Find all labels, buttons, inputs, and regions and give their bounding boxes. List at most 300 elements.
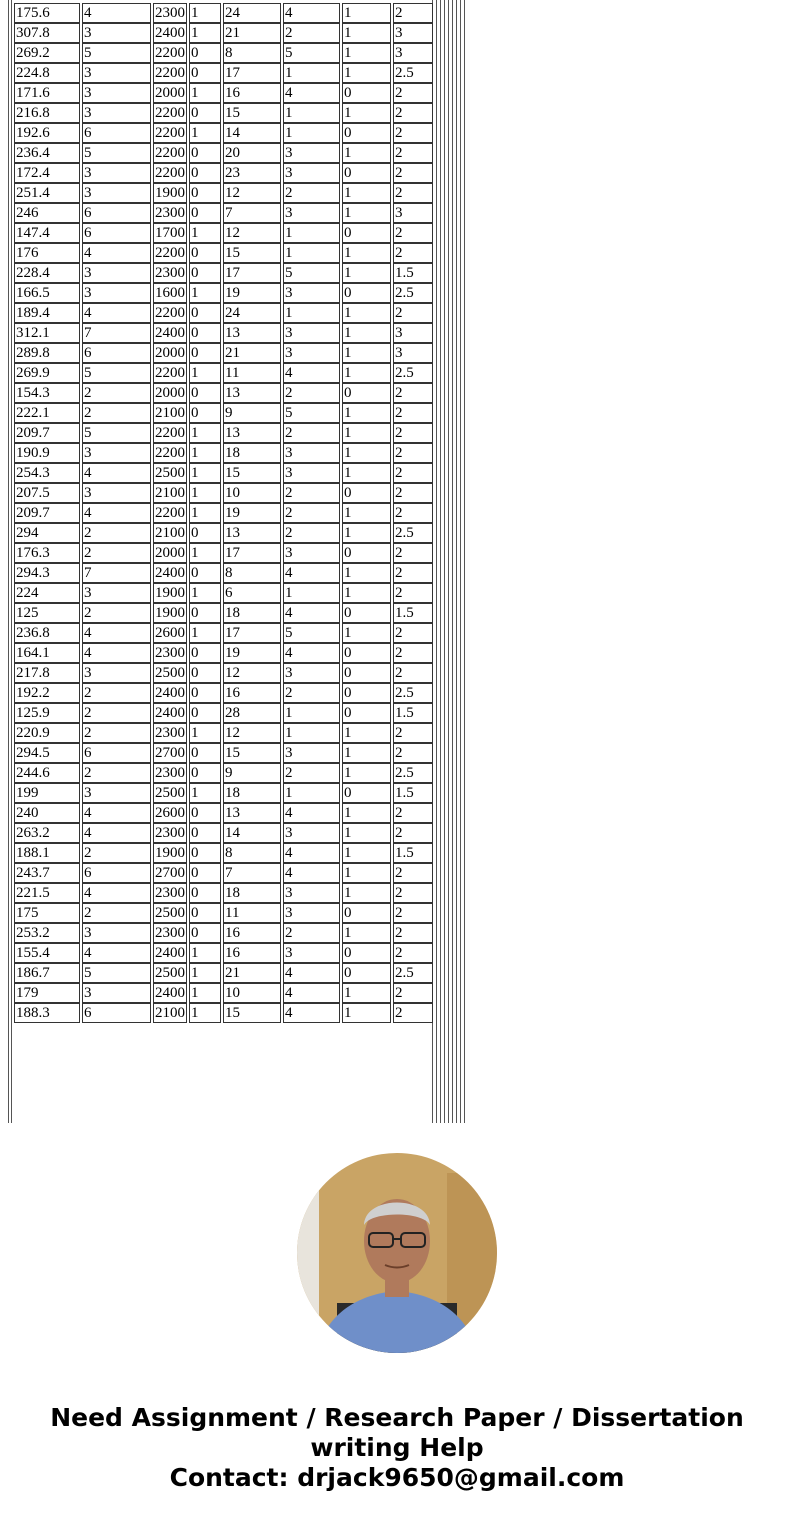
table-cell: 13 <box>223 523 281 543</box>
table-cell: 5 <box>283 623 340 643</box>
table-cell: 2 <box>393 303 433 323</box>
table-cell: 4 <box>82 803 151 823</box>
table-cell: 7 <box>82 323 151 343</box>
table-cell: 2 <box>393 563 433 583</box>
table-cell: 0 <box>189 383 221 403</box>
table-cell: 5 <box>82 963 151 983</box>
table-cell: 2 <box>393 983 433 1003</box>
table-cell: 294 <box>14 523 80 543</box>
footer-contact-text <box>0 1403 794 1493</box>
table-cell: 13 <box>223 383 281 403</box>
table-cell: 0 <box>342 163 391 183</box>
table-cell: 3 <box>82 63 151 83</box>
footer-line-3: Contact: drjack9650@gmail.com <box>169 1463 625 1492</box>
table-cell: 6 <box>82 123 151 143</box>
table-cell: 2000 <box>155 385 185 401</box>
table-cell: 3 <box>393 323 433 343</box>
table-row <box>14 923 433 943</box>
table-cell: 1 <box>342 723 391 743</box>
table-cell: 1 <box>189 443 221 463</box>
table-cell: 5 <box>82 43 151 63</box>
table-cell: 2.5 <box>393 523 433 543</box>
table-cell: 0 <box>342 783 391 803</box>
table-cell: 4 <box>283 863 340 883</box>
table-cell: 3 <box>82 443 151 463</box>
table-cell: 8 <box>223 843 281 863</box>
table-cell: 263.2 <box>14 823 80 843</box>
table-cell: 3 <box>393 203 433 223</box>
table-cell: 6 <box>223 583 281 603</box>
table-cell: 2200 <box>155 165 185 181</box>
table-row <box>14 243 433 263</box>
table-cell: 1 <box>189 543 221 563</box>
table-cell: 6 <box>82 863 151 883</box>
table-row <box>14 3 433 23</box>
table-row <box>14 343 433 363</box>
table-cell: 1 <box>342 423 391 443</box>
table-cell: 207.5 <box>14 483 80 503</box>
table-cell: 20 <box>223 143 281 163</box>
table-row <box>14 263 433 283</box>
table-cell: 3 <box>393 43 433 63</box>
table-cell: 1900 <box>155 605 185 621</box>
table-row <box>14 963 433 983</box>
table-cell: 3 <box>283 283 340 303</box>
table-row <box>14 203 433 223</box>
table-cell: 3 <box>283 143 340 163</box>
table-row <box>14 803 433 823</box>
table-cell: 0 <box>189 923 221 943</box>
table-cell: 209.7 <box>14 503 80 523</box>
table-cell: 3 <box>82 83 151 103</box>
table-row <box>14 443 433 463</box>
table-cell: 11 <box>223 363 281 383</box>
table-cell: 244.6 <box>14 763 80 783</box>
table-cell: 1 <box>342 743 391 763</box>
table-cell: 1 <box>189 283 221 303</box>
table-cell: 1 <box>342 263 391 283</box>
table-cell: 0 <box>342 283 391 303</box>
table-cell: 1 <box>283 723 340 743</box>
table-cell: 2000 <box>155 345 185 361</box>
table-cell: 2 <box>393 903 433 923</box>
table-cell: 1 <box>342 3 391 23</box>
table-cell: 0 <box>189 163 221 183</box>
table-cell: 2400 <box>155 325 185 341</box>
table-cell: 2 <box>393 863 433 883</box>
table-cell: 14 <box>223 123 281 143</box>
table-cell: 4 <box>283 843 340 863</box>
table-cell: 15 <box>223 103 281 123</box>
table-row <box>14 823 433 843</box>
table-cell: 1 <box>342 103 391 123</box>
table-cell: 186.7 <box>14 963 80 983</box>
table-cell: 2 <box>393 483 433 503</box>
table-cell: 224.8 <box>14 63 80 83</box>
table-row <box>14 423 433 443</box>
table-cell: 2600 <box>155 625 185 641</box>
table-cell: 1 <box>342 203 391 223</box>
table-cell: 1 <box>189 23 221 43</box>
table-cell: 2 <box>82 843 151 863</box>
table-row <box>14 523 433 543</box>
table-cell: 2 <box>393 723 433 743</box>
table-cell: 1 <box>342 363 391 383</box>
table-row <box>14 1003 433 1023</box>
table-cell: 5 <box>82 143 151 163</box>
table-cell: 1.5 <box>393 603 433 623</box>
table-cell: 0 <box>342 903 391 923</box>
table-cell: 155.4 <box>14 943 80 963</box>
table-row <box>14 603 433 623</box>
table-cell: 1 <box>342 623 391 643</box>
table-cell: 4 <box>283 3 340 23</box>
table-cell: 1 <box>189 1003 221 1023</box>
table-cell: 4 <box>283 643 340 663</box>
table-cell: 1 <box>342 563 391 583</box>
table-cell: 21 <box>223 343 281 363</box>
table-row <box>14 163 433 183</box>
table-cell: 7 <box>223 203 281 223</box>
table-cell: 2 <box>393 183 433 203</box>
table-cell: 3 <box>82 263 151 283</box>
table-row <box>14 783 433 803</box>
table-cell: 2 <box>393 503 433 523</box>
table-row <box>14 723 433 743</box>
table-cell: 2500 <box>155 785 185 801</box>
table-cell: 2200 <box>155 145 185 161</box>
table-cell: 2 <box>393 643 433 663</box>
table-row <box>14 983 433 1003</box>
table-cell: 4 <box>283 83 340 103</box>
table-cell: 2500 <box>155 905 185 921</box>
author-avatar <box>297 1153 497 1353</box>
table-cell: 0 <box>189 523 221 543</box>
table-row <box>14 83 433 103</box>
table-cell: 24 <box>223 3 281 23</box>
table-cell: 2 <box>393 103 433 123</box>
table-cell: 0 <box>189 803 221 823</box>
table-cell: 3 <box>82 983 151 1003</box>
table-row <box>14 363 433 383</box>
table-cell: 3 <box>283 443 340 463</box>
table-cell: 1 <box>342 1003 391 1023</box>
table-cell: 2600 <box>155 805 185 821</box>
table-cell: 4 <box>82 623 151 643</box>
table-cell: 2200 <box>155 425 185 441</box>
table-cell: 3 <box>283 883 340 903</box>
table-cell: 1 <box>342 23 391 43</box>
table-cell: 16 <box>223 83 281 103</box>
table-cell: 179 <box>14 983 80 1003</box>
table-cell: 3 <box>82 163 151 183</box>
table-cell: 3 <box>82 183 151 203</box>
table-cell: 15 <box>223 243 281 263</box>
table-cell: 19 <box>223 503 281 523</box>
table-cell: 2 <box>393 463 433 483</box>
table-cell: 1 <box>189 223 221 243</box>
table-cell: 2400 <box>155 565 185 581</box>
table-cell: 1 <box>283 103 340 123</box>
table-cell: 0 <box>342 943 391 963</box>
table-cell: 2200 <box>155 305 185 321</box>
table-cell: 2 <box>393 443 433 463</box>
table-cell: 1900 <box>155 185 185 201</box>
table-frame-line <box>8 0 9 1123</box>
table-cell: 2 <box>283 183 340 203</box>
table-cell: 1 <box>189 423 221 443</box>
table-cell: 246 <box>14 203 80 223</box>
table-cell: 4 <box>283 803 340 823</box>
table-cell: 2400 <box>155 685 185 701</box>
table-cell: 2 <box>393 943 433 963</box>
table-cell: 3 <box>82 483 151 503</box>
person-photo-icon <box>297 1153 497 1353</box>
table-cell: 166.5 <box>14 283 80 303</box>
table-row <box>14 663 433 683</box>
table-cell: 9 <box>223 763 281 783</box>
table-cell: 0 <box>342 483 391 503</box>
table-cell: 188.3 <box>14 1003 80 1023</box>
table-cell: 2 <box>393 223 433 243</box>
table-cell: 1 <box>283 243 340 263</box>
table-cell: 0 <box>342 223 391 243</box>
table-cell: 192.6 <box>14 123 80 143</box>
table-cell: 12 <box>223 663 281 683</box>
table-cell: 0 <box>189 863 221 883</box>
table-cell: 1 <box>342 243 391 263</box>
table-cell: 2 <box>283 763 340 783</box>
table-cell: 0 <box>189 643 221 663</box>
table-cell: 312.1 <box>14 323 80 343</box>
table-cell: 17 <box>223 543 281 563</box>
table-cell: 2 <box>393 923 433 943</box>
table-cell: 1 <box>189 963 221 983</box>
table-cell: 1 <box>189 503 221 523</box>
table-row <box>14 323 433 343</box>
table-row <box>14 143 433 163</box>
table-cell: 199 <box>14 783 80 803</box>
table-cell: 224 <box>14 583 80 603</box>
table-cell: 0 <box>189 563 221 583</box>
table-cell: 1 <box>342 463 391 483</box>
table-cell: 2 <box>393 743 433 763</box>
table-cell: 2 <box>393 583 433 603</box>
table-cell: 1 <box>283 223 340 243</box>
table-cell: 0 <box>189 143 221 163</box>
table-cell: 6 <box>82 343 151 363</box>
table-cell: 2200 <box>155 505 185 521</box>
table-cell: 192.2 <box>14 683 80 703</box>
table-cell: 171.6 <box>14 83 80 103</box>
table-cell: 2 <box>393 83 433 103</box>
table-cell: 16 <box>223 943 281 963</box>
table-cell: 4 <box>82 3 151 23</box>
table-cell: 0 <box>342 683 391 703</box>
footer-line-1: Need Assignment / Research Paper / Dissertation <box>50 1403 744 1432</box>
table-cell: 12 <box>223 723 281 743</box>
table-cell: 23 <box>223 163 281 183</box>
table-row <box>14 103 433 123</box>
table-cell: 13 <box>223 423 281 443</box>
table-cell: 1 <box>189 123 221 143</box>
table-cell: 0 <box>189 663 221 683</box>
table-row <box>14 883 433 903</box>
table-cell: 0 <box>189 183 221 203</box>
table-cell: 1 <box>283 303 340 323</box>
table-cell: 2 <box>82 683 151 703</box>
table-cell: 10 <box>223 483 281 503</box>
table-cell: 1 <box>342 883 391 903</box>
table-row <box>14 563 433 583</box>
table-cell: 4 <box>82 823 151 843</box>
table-cell: 0 <box>189 343 221 363</box>
table-row <box>14 543 433 563</box>
table-cell: 1 <box>342 863 391 883</box>
table-cell: 2300 <box>155 925 185 941</box>
table-cell: 2 <box>283 683 340 703</box>
table-row <box>14 683 433 703</box>
table-cell: 1 <box>283 783 340 803</box>
table-cell: 0 <box>342 963 391 983</box>
table-cell: 216.8 <box>14 103 80 123</box>
table-row <box>14 183 433 203</box>
table-row <box>14 623 433 643</box>
table-cell: 2 <box>393 823 433 843</box>
table-cell: 6 <box>82 203 151 223</box>
table-row <box>14 743 433 763</box>
table-cell: 3 <box>283 663 340 683</box>
table-cell: 1 <box>189 583 221 603</box>
table-cell: 2300 <box>155 5 185 21</box>
table-cell: 3 <box>283 543 340 563</box>
table-cell: 4 <box>283 1003 340 1023</box>
table-row <box>14 483 433 503</box>
table-frame-line <box>456 0 457 1123</box>
table-cell: 14 <box>223 823 281 843</box>
table-cell: 3 <box>393 343 433 363</box>
table-cell: 4 <box>82 503 151 523</box>
table-cell: 1 <box>342 323 391 343</box>
table-cell: 1.5 <box>393 843 433 863</box>
table-cell: 209.7 <box>14 423 80 443</box>
table-cell: 254.3 <box>14 463 80 483</box>
table-cell: 0 <box>189 903 221 923</box>
table-cell: 3 <box>82 663 151 683</box>
table-cell: 243.7 <box>14 863 80 883</box>
table-cell: 2200 <box>155 125 185 141</box>
table-cell: 189.4 <box>14 303 80 323</box>
table-cell: 2 <box>283 383 340 403</box>
table-row <box>14 763 433 783</box>
table-frame-line <box>448 0 449 1123</box>
table-cell: 2100 <box>155 485 185 501</box>
table-cell: 5 <box>283 403 340 423</box>
table-cell: 1 <box>342 443 391 463</box>
table-cell: 19 <box>223 643 281 663</box>
table-cell: 2100 <box>155 405 185 421</box>
table-cell: 175 <box>14 903 80 923</box>
table-cell: 1600 <box>155 285 185 301</box>
table-cell: 1 <box>189 463 221 483</box>
table-frame-line <box>460 0 461 1123</box>
table-cell: 0 <box>189 63 221 83</box>
table-cell: 12 <box>223 183 281 203</box>
table-cell: 0 <box>342 703 391 723</box>
table-cell: 2 <box>283 923 340 943</box>
table-cell: 125 <box>14 603 80 623</box>
table-cell: 289.8 <box>14 343 80 363</box>
table-cell: 1 <box>189 783 221 803</box>
table-row <box>14 503 433 523</box>
data-table-container <box>8 0 466 1123</box>
table-frame-line <box>436 0 437 1123</box>
table-cell: 2500 <box>155 965 185 981</box>
table-cell: 240 <box>14 803 80 823</box>
table-cell: 2 <box>393 663 433 683</box>
table-cell: 2.5 <box>393 963 433 983</box>
table-cell: 4 <box>283 963 340 983</box>
table-cell: 222.1 <box>14 403 80 423</box>
table-cell: 2 <box>393 883 433 903</box>
table-row <box>14 63 433 83</box>
table-cell: 172.4 <box>14 163 80 183</box>
table-cell: 2 <box>283 23 340 43</box>
table-cell: 3 <box>283 943 340 963</box>
table-cell: 190.9 <box>14 443 80 463</box>
table-cell: 1 <box>342 43 391 63</box>
table-cell: 1 <box>283 703 340 723</box>
table-cell: 3 <box>82 283 151 303</box>
table-cell: 3 <box>82 923 151 943</box>
table-cell: 2 <box>82 603 151 623</box>
table-cell: 125.9 <box>14 703 80 723</box>
table-cell: 13 <box>223 323 281 343</box>
table-cell: 2 <box>393 383 433 403</box>
table-cell: 0 <box>342 643 391 663</box>
table-cell: 221.5 <box>14 883 80 903</box>
table-cell: 24 <box>223 303 281 323</box>
table-cell: 1 <box>342 403 391 423</box>
table-cell: 4 <box>283 363 340 383</box>
table-cell: 3 <box>82 583 151 603</box>
table-cell: 28 <box>223 703 281 723</box>
table-cell: 3 <box>82 23 151 43</box>
table-cell: 0 <box>189 603 221 623</box>
table-cell: 2 <box>82 543 151 563</box>
table-cell: 7 <box>82 563 151 583</box>
table-body <box>14 3 433 1023</box>
table-cell: 2 <box>82 723 151 743</box>
table-cell: 2300 <box>155 725 185 741</box>
table-cell: 2.5 <box>393 363 433 383</box>
table-cell: 2 <box>283 503 340 523</box>
table-row <box>14 303 433 323</box>
table-cell: 2100 <box>155 1005 185 1021</box>
table-row <box>14 643 433 663</box>
table-cell: 164.1 <box>14 643 80 663</box>
table-cell: 13 <box>223 803 281 823</box>
table-cell: 228.4 <box>14 263 80 283</box>
table-cell: 5 <box>82 423 151 443</box>
table-cell: 18 <box>223 783 281 803</box>
table-cell: 154.3 <box>14 383 80 403</box>
table-cell: 2 <box>283 523 340 543</box>
table-cell: 2 <box>393 163 433 183</box>
table-cell: 4 <box>283 563 340 583</box>
table-cell: 2 <box>82 403 151 423</box>
table-cell: 2 <box>393 403 433 423</box>
